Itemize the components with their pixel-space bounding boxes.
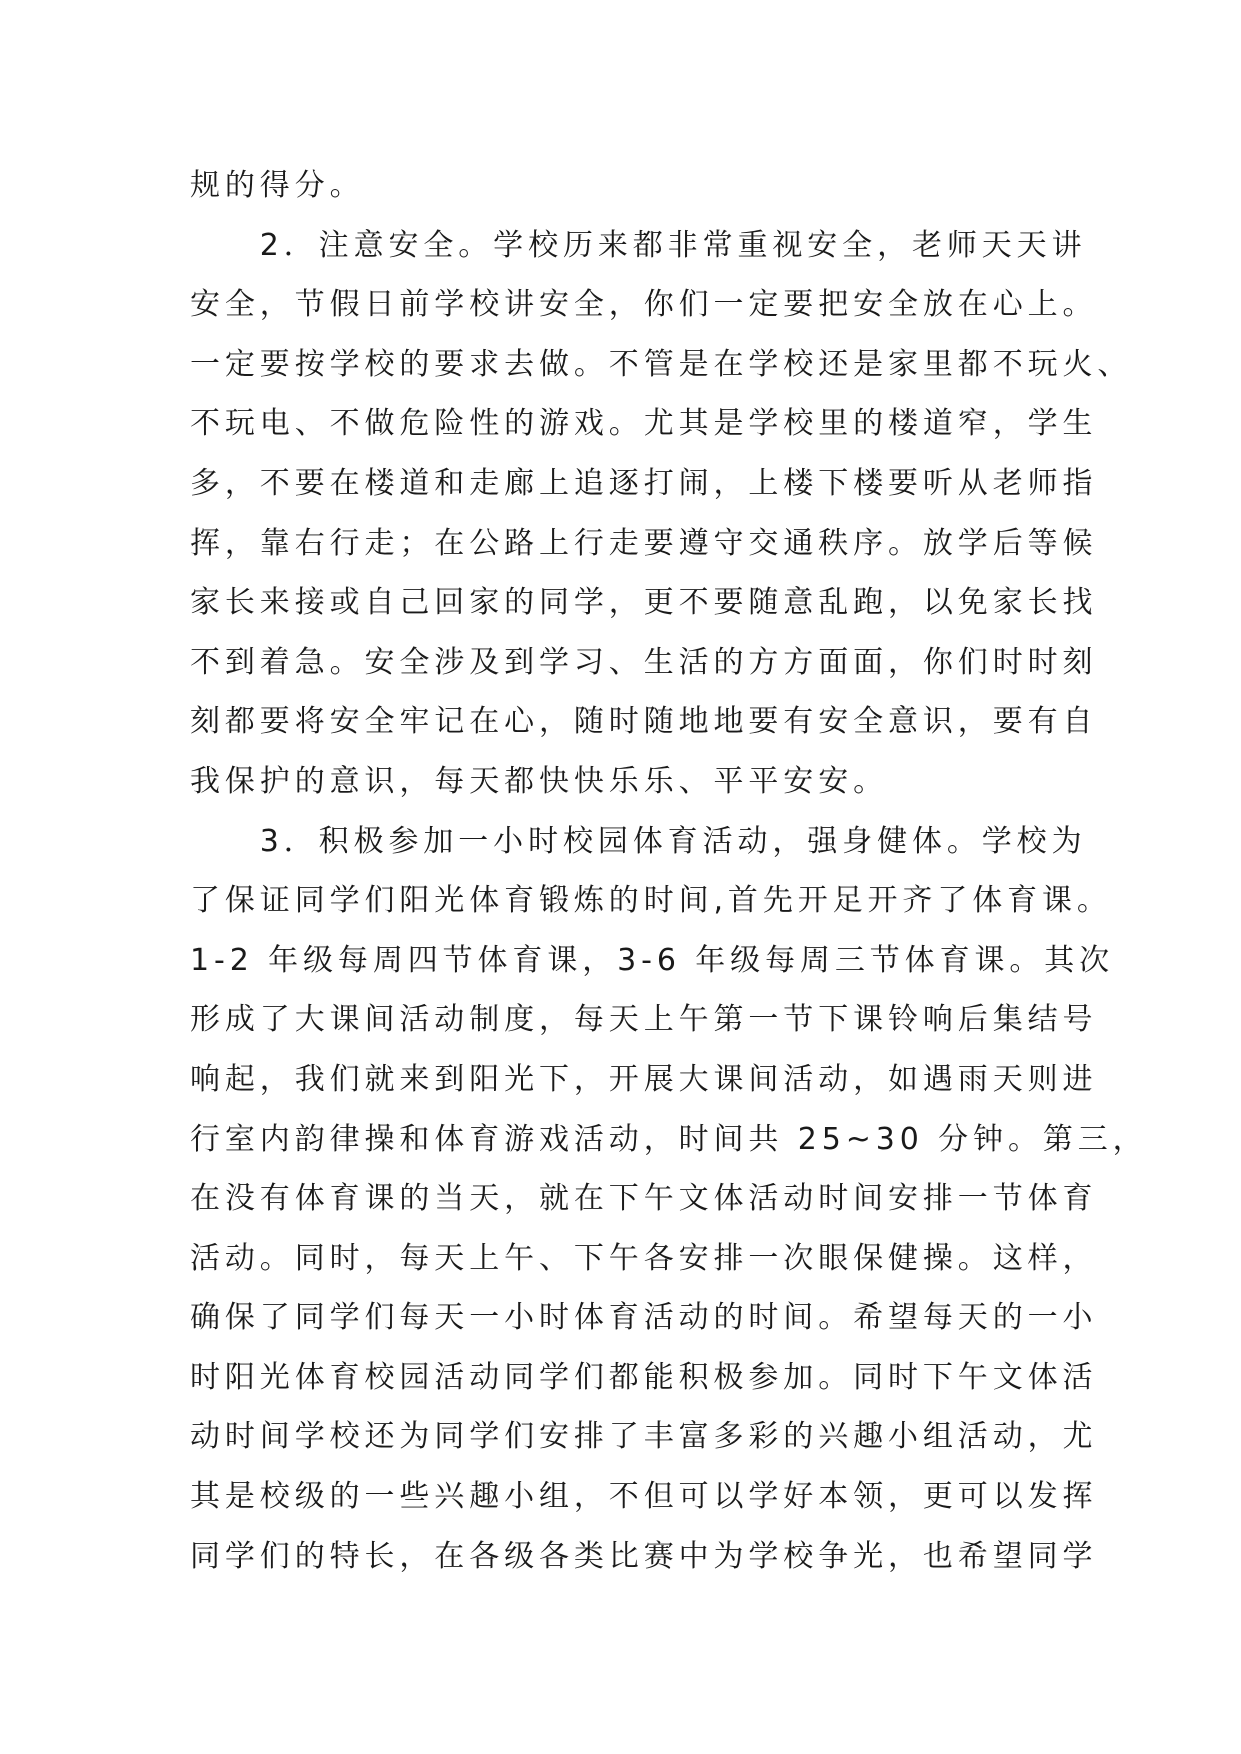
text-line: 家长来接或自己回家的同学，更不要随意乱跑，以免家长找	[190, 585, 1098, 621]
text-line: 形成了大课间活动制度，每天上午第一节下课铃响后集结号	[190, 1002, 1098, 1038]
text-line: 确保了同学们每天一小时体育活动的时间。希望每天的一小	[190, 1300, 1098, 1336]
text-line: 一定要按学校的要求去做。不管是在学校还是家里都不玩火、	[190, 346, 1133, 382]
text-line: 动时间学校还为同学们安排了丰富多彩的兴趣小组活动，尤	[190, 1419, 1098, 1455]
text-line: 2．注意安全。学校历来都非常重视安全，老师天天讲	[190, 227, 1087, 263]
text-line: 了保证同学们阳光体育锻炼的时间,首先开足开齐了体育课。	[190, 883, 1112, 919]
text-line: 不到着急。安全涉及到学习、生活的方方面面，你们时时刻	[190, 644, 1098, 680]
text-line: 行室内韵律操和体育游戏活动，时间共 25~30 分钟。第三，	[190, 1121, 1148, 1157]
text-line: 时阳光体育校园活动同学们都能积极参加。同时下午文体活	[190, 1359, 1098, 1395]
body-text	[190, 156, 1148, 1586]
text-line: 多，不要在楼道和走廊上追逐打闹，上楼下楼要听从老师指	[190, 465, 1098, 501]
text-line: 1-2 年级每周四节体育课，3-6 年级每周三节体育课。其次	[190, 942, 1115, 978]
text-line: 不玩电、不做危险性的游戏。尤其是学校里的楼道窄，学生	[190, 406, 1098, 442]
text-line: 我保护的意识，每天都快快乐乐、平平安安。	[190, 763, 888, 799]
text-line: 规的得分。	[190, 168, 365, 203]
text-line: 在没有体育课的当天，就在下午文体活动时间安排一节体育	[190, 1181, 1098, 1217]
text-line: 安全，节假日前学校讲安全，你们一定要把安全放在心上。	[190, 287, 1098, 323]
text-line: 响起，我们就来到阳光下，开展大课间活动，如遇雨天则进	[190, 1061, 1098, 1097]
text-line: 挥，靠右行走；在公路上行走要遵守交通秩序。放学后等候	[190, 525, 1098, 561]
text-line: 其是校级的一些兴趣小组，不但可以学好本领，更可以发挥	[190, 1479, 1098, 1515]
text-line: 同学们的特长，在各级各类比赛中为学校争光，也希望同学	[190, 1538, 1098, 1574]
text-line: 3．积极参加一小时校园体育活动，强身健体。学校为	[190, 823, 1087, 859]
text-line: 刻都要将安全牢记在心，随时随地地要有安全意识，要有自	[190, 704, 1098, 740]
text-line: 活动。同时，每天上午、下午各安排一次眼保健操。这样，	[190, 1240, 1098, 1276]
